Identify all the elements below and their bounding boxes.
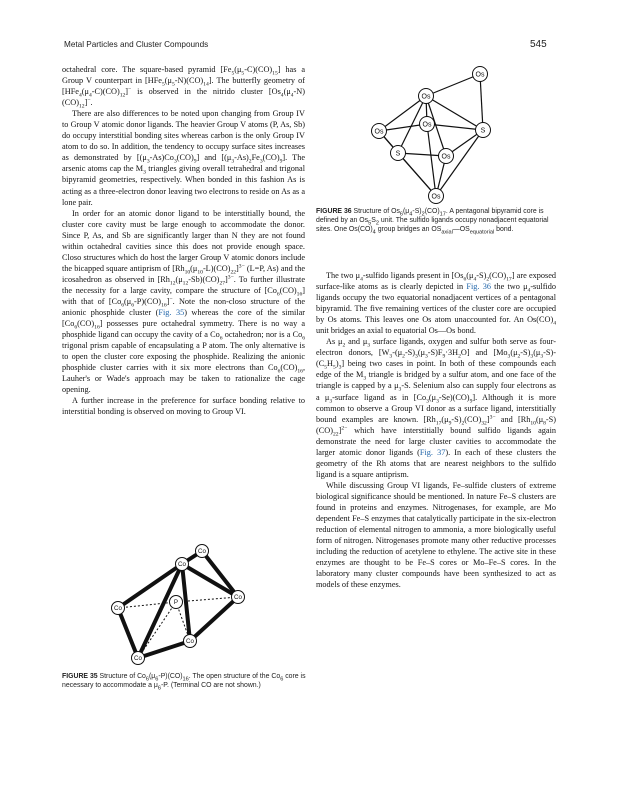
atom-label: S (480, 127, 486, 135)
atom-label: Co (114, 605, 122, 613)
atom-label: Co (178, 561, 186, 569)
figure-36-label: FIGURE 36 (316, 208, 352, 215)
right-column (316, 270, 556, 590)
left-paragraph-1: octahedral core. The square-based pyramid $[Fe_5(\mu_5-C)(CO)_{15}]$ has a Group V counterpart in $[HFe_5(\mu_5-N)(CO)_{14}]$. The butterfly geometry of $[HFe_4(\mu_4-C)(CO)_{12}]^-$ is observed in the nitrido cluster $[Os_4(\mu_4-N)(CO)_{12}]^-$. (62, 65, 305, 110)
figure-35-diagram (100, 538, 260, 668)
fig37-reference[interactable]: Fig. 37 (419, 447, 446, 457)
page-number: 545 (530, 39, 547, 50)
atom-label: Os (475, 71, 485, 79)
fig35-reference[interactable]: Fig. 35 (158, 308, 185, 318)
figure-36-diagram (360, 64, 505, 204)
atom-label: Co (186, 638, 194, 646)
atom-label: Os (422, 121, 432, 129)
fig36-reference[interactable]: Fig. 36 (466, 282, 491, 292)
atom-label: Co (234, 594, 242, 602)
figure-35-caption-text: Structure of $Co_6(\mu_6-P)(CO)_{16}$. The open structure of the $Co_6$ core is necessary to accommodate a $\mu_6-P$. (Terminal CO are not shown.) (62, 673, 306, 692)
figure-35-label: FIGURE 35 (62, 673, 98, 680)
figure-36-caption (316, 207, 559, 234)
left-column (62, 64, 305, 418)
figure-35-caption (62, 672, 307, 690)
running-title: Metal Particles and Cluster Compounds (64, 40, 209, 49)
atom-label: P (173, 599, 179, 607)
atom-label: Os (421, 93, 431, 101)
atom-label: S (395, 150, 401, 158)
left-paragraph-2: There are also differences to be noted upon changing from Group IV to Group V atomic donor ligands. The heavier Group V atoms (P, As, Sb) do occupy interstitial bonding sites whereas carbon is the only Group IV atom to do so. In addition, the tendency to occupy surface sites increases as demonstrated by $[(\mu_3-As)Co_3(CO)_9]$ and $[(\mu_3-As)_2Fe_3(CO)_9]$. The arsenic atoms cap the $M_3$ triangles giving overall tetrahedral and trigonal bipyramid geometries, respectively. When bonded in this fashion As is acting as a three-electron donor leaving two electrons to reside on As as a lone pair. (62, 109, 305, 207)
atom-label: Co (134, 655, 142, 663)
atom-label: Os (374, 128, 384, 136)
left-paragraph-4: A further increase in the preference for surface bonding relative to interstitial bonding is observed on moving to Group VI. (62, 396, 305, 417)
right-paragraph-3: While discussing Group VI ligands, Fe–sulfide clusters of extreme biological significance should be mentioned. In nature Fe–S clusters are found in proteins and enzymes. Nitrogenases, for example, are Mo dependent Fe–S enzymes that catalytically participate in the six-electron reduction of elemental nitrogen to ammonia, a more biologically useful form of nitrogen. Nitrogenases promote many other reductive processes including the reduction of acetylene to ethylene. The active site in these enzymes are thought to be Fe–S cores or Mo–Fe–S cores. In the laboratory many cluster compounds have been synthesized to act as models of these enzymes. (316, 480, 556, 590)
figure-36-caption-text: Structure of $Os_6(\mu_4-S)_2(CO)_{17}$. A pentagonal bipyramid core is defined by an $Os_5S_2$ unit. The sulfido ligands occupy nonadjacent equatorial sites. One $Os(CO)_4$ group bridges an $OS_{axial}—OS_{equatorial}$ bond. (316, 208, 549, 236)
right-paragraph-2: As $\mu_2$ and $\mu_3$ surface ligands, oxygen and sulfur both serve as four-electron donors, $[W_3-(\mu_2-S)_3(\mu_3-S)F_9\cdot 3H_2O]$ and $[Mo_3(\mu_2-S)_3(\mu_3-S)-(C_5H_5)_3]$ being two cases in point. In both of these compounds each edge of the $M_3$ triangle is bridged by a sulfur atom, and one face of the triangle is capped by a $\mu_3-S$. Selenium also can supply four electrons as a $\mu_3$-surface ligand as in $[Co_3(\mu_3-Se)(CO)_9]$. Although it is more common to observe a Group VI donor as a surface ligand, interstitially bound examples are known. $[Rh_{17}(\mu_9-S)_2(CO)_{32}]^{3-}$ and $[Rh_{10}(\mu_8-S)(CO)_{22}]^{2-}$ which have interstitially bound sulfido ligands again demonstrate the need for large cluster cavities to accommodate the larger atomic donor ligands (Fig. 37). In each of these clusters the geometry of the Rh atoms that are nearest neighbors to the sulfido ligand is a square antiprism. (316, 337, 557, 479)
atom-label: Co (198, 548, 206, 556)
atom-label: Os (431, 193, 441, 201)
right-paragraph-1: The two $\mu_4$-sulfido ligands present in $[Os_6(\mu_4-S)_2(CO)_{17}]$ are exposed surface-like atoms as is clearly depicted in Fig. 36 the two $\mu_4$-sulfido ligands occupy the two equatorial nonadjacent vertices of a pentagonal bipyramid. The five remaining vertices of the cluster core are occupied by Os atoms. This leaves one Os atom unaccounted for. An $Os(CO)_4$ unit bridges an axial to equatorial Os—Os bond. (316, 271, 557, 336)
atom-label: Os (441, 153, 451, 161)
left-paragraph-3: In order for an atomic donor ligand to be interstitially bound, the cluster core cavity must be large enough to accommodate the donor. Since P, As, and Sb are significantly larger than N they are not found within octahedral cavities since this does not provide enough space. Closo structures which do host the larger Group V atomic donors include the bicapped square antiprism of $[Rh_{10}(\mu_{10}-L)(CO)_{22}]^{3-}$ (L=P, As) and the icosahedron as observed in $[Rh_{12}(\mu_{12}-Sb)(CO)_{27}]^{3-}$. To further illustrate the necessity for a large cavity, compare the structure of $[Co_6(CO)_{16}]$ with that of $[Co_6(\mu_6-P)(CO)_{16}]^-$. Note the non-closo structure of the anionic phosphide cluster (Fig. 35) whereas the core of the similar $[Co_6(CO)_{16}]$ possesses pure octahedral symmetry. There is no way a phosphide ligand can occupy the cavity of a $Co_6$ octahedron; nor is a $Co_6$ trigonal prism capable of encapsulating a P atom. The only alternative is to open the cluster core exposing the phosphide. Realizing the anionic phosphide cluster carries with it six more electrons than $Co_6(CO)_{16}$, Lauher's or Wade's approach may be taken to rationalize the cage opening. (62, 208, 306, 395)
